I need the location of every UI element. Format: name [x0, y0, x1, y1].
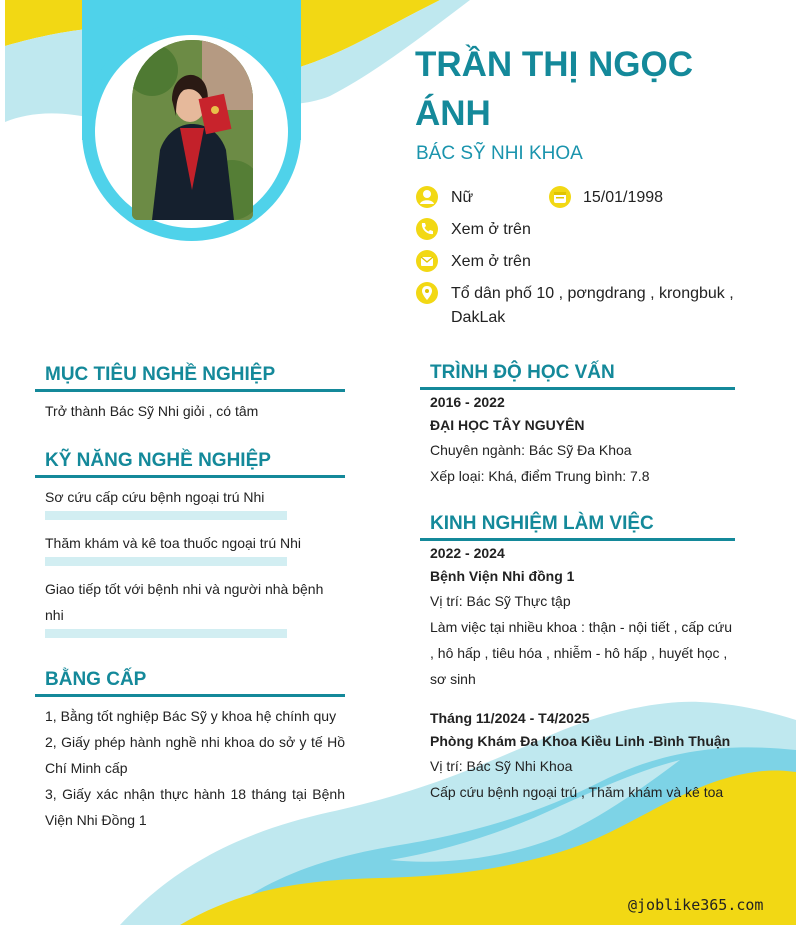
skill-bar [45, 557, 287, 566]
job-position: Vị trí: Bác Sỹ Nhi Khoa [430, 758, 573, 774]
gender-value: Nữ [451, 189, 474, 206]
user-icon [416, 186, 438, 208]
objective-text: Trở thành Bác Sỹ Nhi giỏi , có tâm [45, 403, 259, 419]
skill-item: Sơ cứu cấp cứu bệnh ngoại trú Nhi [45, 489, 265, 505]
address-value: Tổ dân phố 10 , pơngdrang , krongbuk , DakLak [451, 285, 734, 326]
job-place: Bệnh Viện Nhi đồng 1 [430, 568, 575, 584]
profile-photo-illustration [132, 40, 253, 220]
job-period: Tháng 11/2024 - T4/2025 [430, 710, 590, 726]
certificates-divider [35, 694, 345, 697]
education-school: ĐẠI HỌC TÂY NGUYÊN [430, 417, 585, 433]
phone-value: Xem ở trên [451, 221, 531, 238]
job-position: Vị trí: Bác Sỹ Thực tập [430, 593, 571, 609]
education-grade: Xếp loại: Khá, điểm Trung bình: 7.8 [430, 468, 650, 484]
education-heading: TRÌNH ĐỘ HỌC VẤN [430, 362, 615, 383]
certificate-item: 1, Bằng tốt nghiệp Bác Sỹ y khoa hệ chính quy [45, 708, 337, 724]
objective-divider [35, 389, 345, 392]
skills-divider [35, 475, 345, 478]
job-description: Làm việc tại nhiều khoa : thận - nội tiết , cấp cứu , hô hấp , tiêu hóa , nhiễm - hô hấp , huyết học , sơ sinh [430, 619, 732, 687]
person-name: TRẦN THỊ NGỌC ÁNH [415, 45, 694, 133]
skills-heading: KỸ NĂNG NGHỀ NGHIỆP [45, 450, 271, 471]
email-value: Xem ở trên [451, 253, 531, 270]
profile-photo [132, 40, 253, 220]
phone-icon [416, 218, 438, 240]
certificate-item: 3, Giấy xác nhận thực hành 18 tháng tại Bệnh Viện Nhi Đồng 1 [45, 786, 345, 828]
job-description: Cấp cứu bệnh ngoại trú , Thăm khám và kê toa [430, 784, 724, 800]
skill-item: Thăm khám và kê toa thuốc ngoại trú Nhi [45, 535, 302, 551]
location-icon [416, 282, 438, 304]
email-icon [416, 250, 438, 272]
objective-heading: MỤC TIÊU NGHỀ NGHIỆP [45, 364, 276, 385]
certificates-heading: BẰNG CẤP [45, 669, 147, 690]
watermark: @joblike365.com [628, 896, 764, 914]
certificate-item: 2, Giấy phép hành nghề nhi khoa do sở y tế Hồ Chí Minh cấp [45, 734, 345, 776]
education-major: Chuyên ngành: Bác Sỹ Đa Khoa [430, 442, 632, 458]
skill-item: Giao tiếp tốt với bệnh nhi và người nhà bệnh nhi [45, 581, 324, 623]
skill-bar [45, 511, 287, 520]
job-title: BÁC SỸ NHI KHOA [416, 143, 583, 164]
job-place: Phòng Khám Đa Khoa Kiều Linh -Bình Thuận [430, 733, 731, 749]
birthday-value: 15/01/1998 [583, 189, 664, 206]
skill-bar [45, 629, 287, 638]
education-period: 2016 - 2022 [430, 394, 505, 410]
experience-heading: KINH NGHIỆM LÀM VIỆC [430, 513, 654, 534]
calendar-icon [549, 186, 571, 208]
job-period: 2022 - 2024 [430, 545, 505, 561]
